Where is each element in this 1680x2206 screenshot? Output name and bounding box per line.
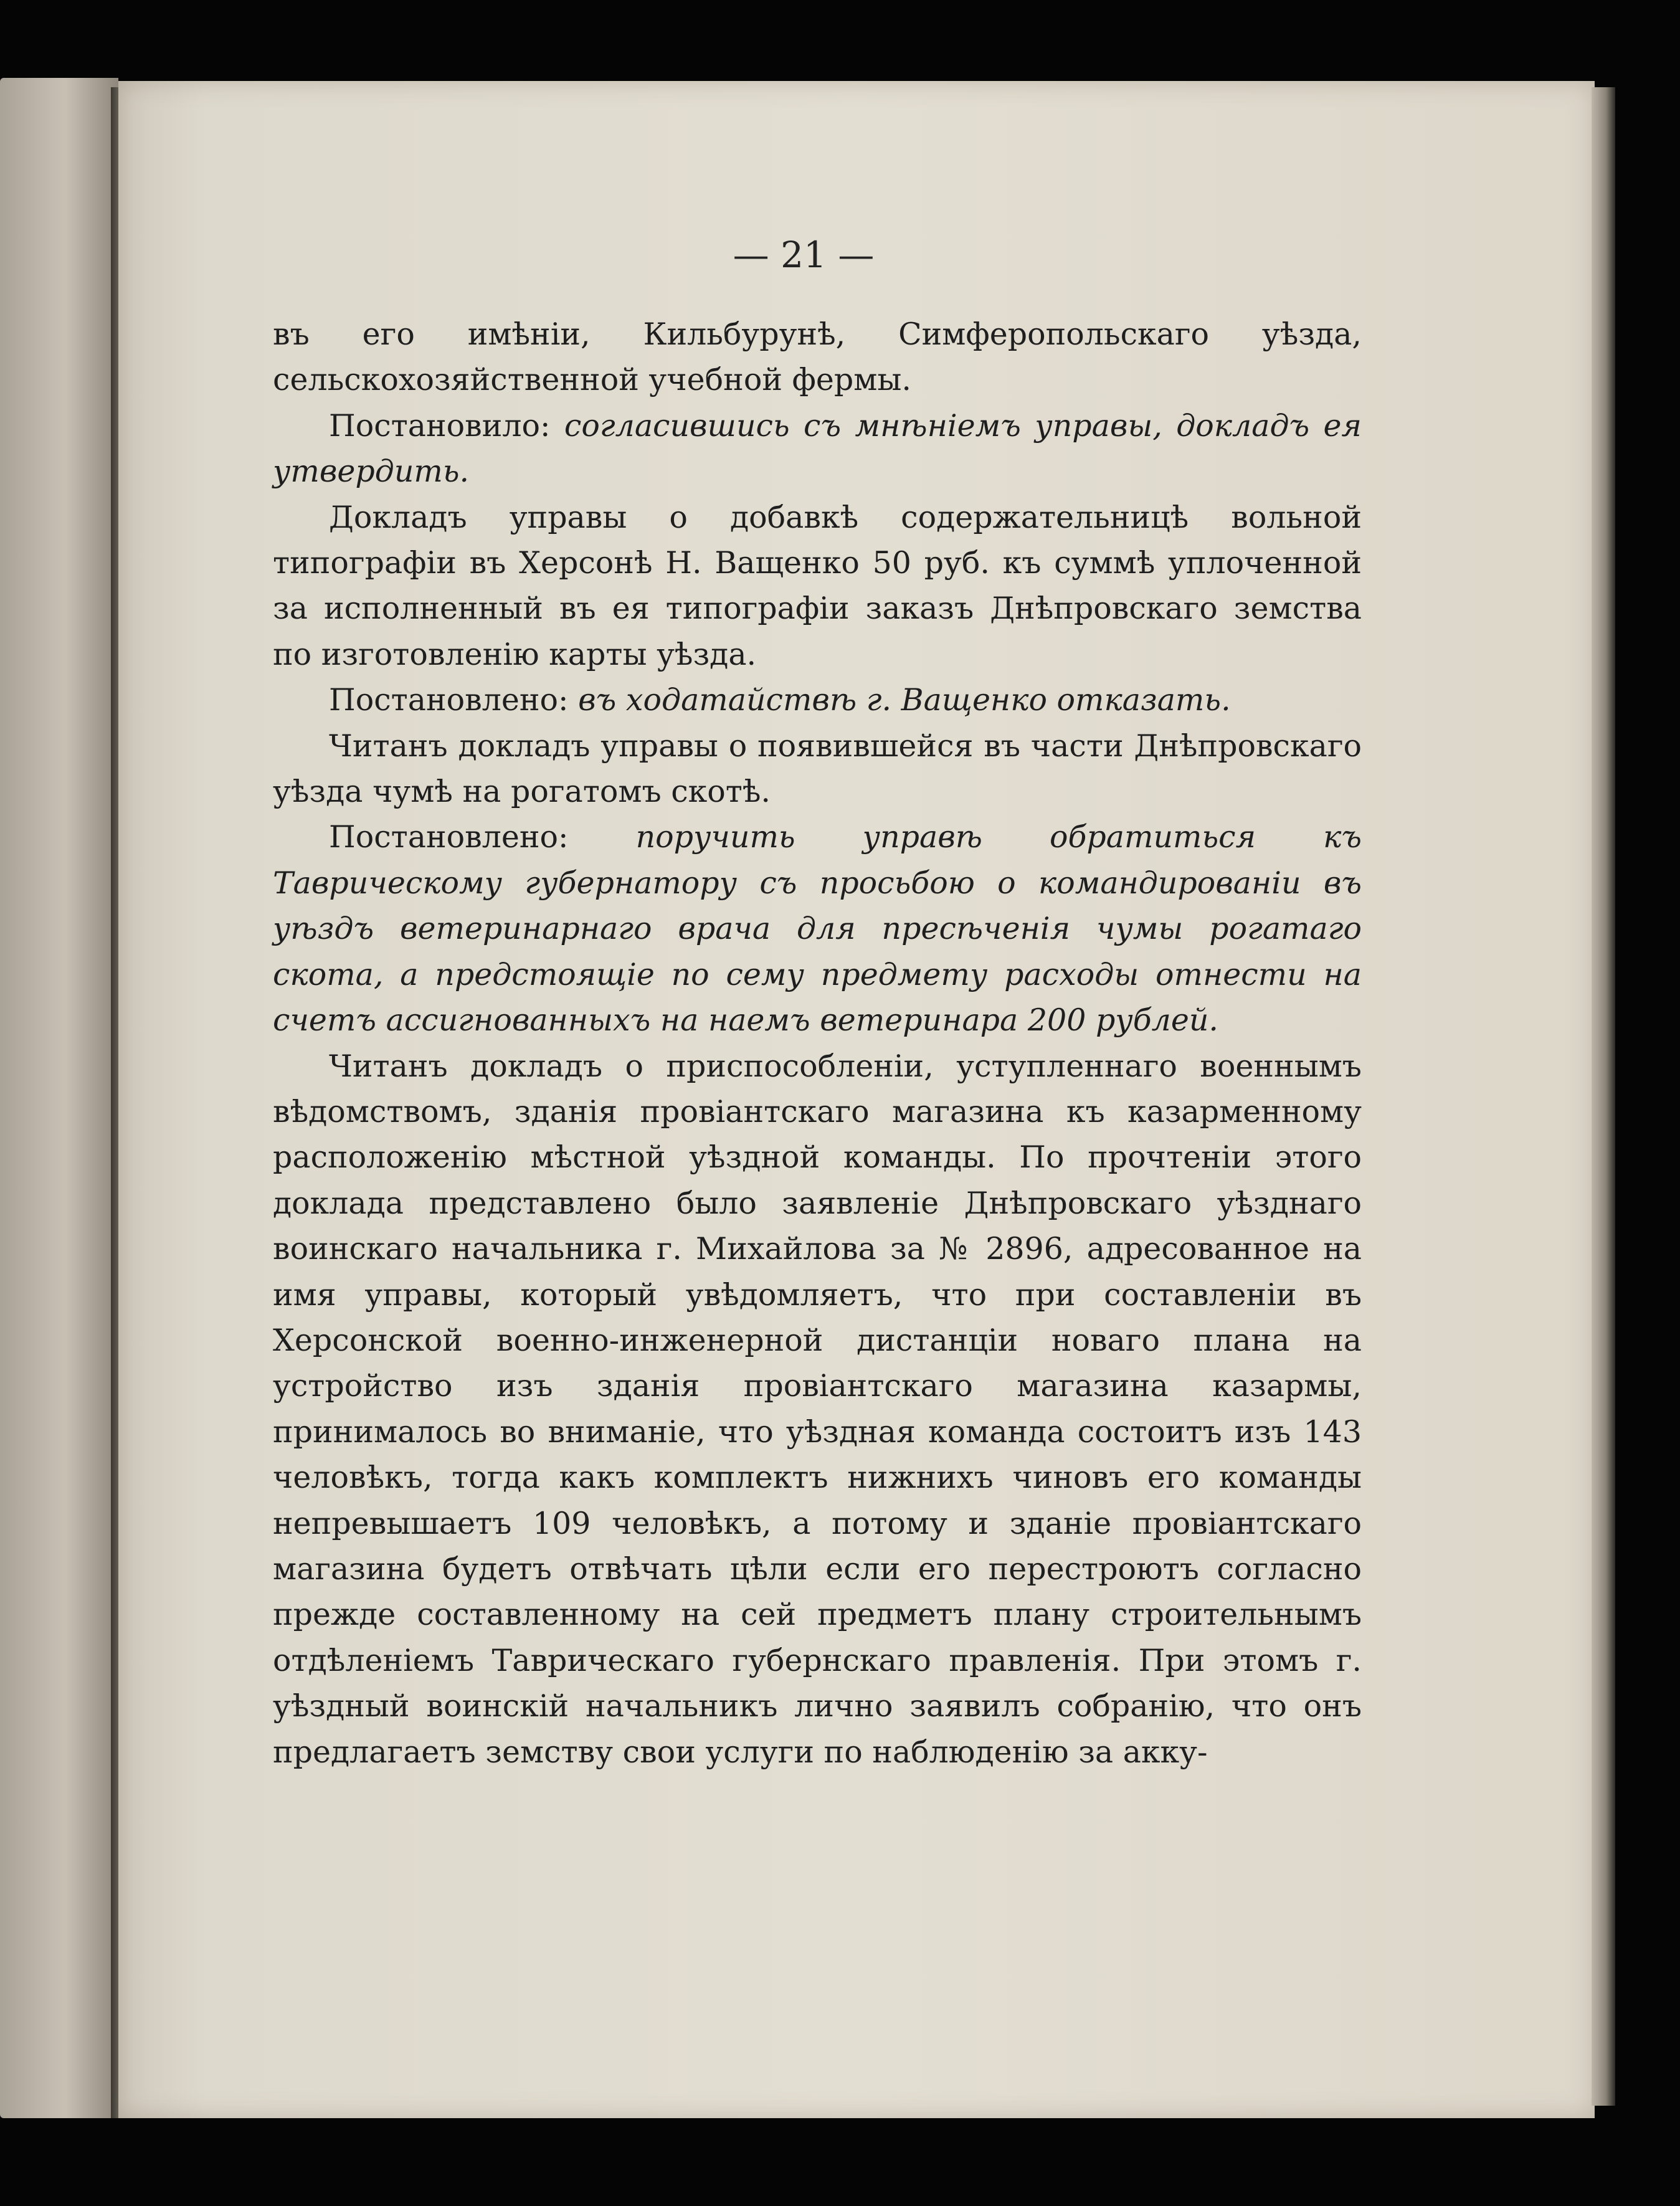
paragraph-body: Читанъ докладъ о приспособленіи, уступленнаго военнымъ вѣдомствомъ, зданія провіантскаго магазина къ казарменному расположенію мѣстной уѣздной команды. По прочтеніи этого доклада представлено было заявленіе Днѣпровскаго уѣзднаго воинскаго начальника г. Михайлова за № 2896, адресованное на имя управы, который увѣдомляетъ, что при составленіи въ Херсонской военно-инженерной дистанціи новаго плана на устройство изъ зданія провіантскаго магазина казармы, принималось во вниманіе, что уѣздная команда состоитъ изъ 143 человѣкъ, тогда какъ комплектъ нижнихъ чиновъ его команды непревышаетъ 109 человѣкъ, а потому и зданіе провіантскаго магазина будетъ отвѣчать цѣли если его перестроютъ согласно прежде составленному на сей предметъ плану строительнымъ отдѣленіемъ Таврическаго губернскаго правленія. При этомъ г. уѣздный воинскій начальникъ лично заявилъ собранію, что онъ предлагаетъ земству свои услуги по наблюденію за акку- xyxy=(273,1048,1362,1770)
paragraph-body: поручить управѣ обратиться къ Таврическому губернатору съ просьбою о командированіи въ уѣздъ ветеринарнаго врача для пресѣченія чумы рогатаго скота, а предстоящіе по сему предмету расходы отнести на счетъ ассигнованныхъ на наемъ ветеринара 200 рублей. xyxy=(273,819,1362,1039)
paragraph-lead: Постановило: xyxy=(329,407,564,444)
paragraph-3 xyxy=(273,495,1362,678)
left-page-edge xyxy=(0,78,118,2118)
paragraph-body: согласившись съ мнѣніемъ управы, докладъ ея утвердить. xyxy=(273,407,1362,490)
page-text xyxy=(273,311,1362,1775)
paragraph-lead: Постановлено: xyxy=(329,682,579,718)
paragraph-body: Докладъ управы о добавкѣ содержательницѣ вольной типографіи въ Херсонѣ Н. Ващенко 50 руб. къ суммѣ уплоченной за исполненный въ ея типографіи заказъ Днѣпровскаго земства по изготовленію карты уѣзда. xyxy=(273,499,1362,672)
paragraph-7 xyxy=(273,1044,1362,1776)
paragraph-1 xyxy=(273,311,1362,403)
right-page-edge xyxy=(1592,87,1615,2106)
paragraph-4 xyxy=(273,677,1362,723)
page-number: — 21 — xyxy=(733,234,875,276)
paragraph-2 xyxy=(273,403,1362,495)
paragraph-body: въ ходатайствѣ г. Ващенко отказать. xyxy=(578,682,1231,718)
paragraph-6 xyxy=(273,814,1362,1043)
paragraph-lead: Постановлено: xyxy=(329,819,636,855)
paragraph-body: Читанъ докладъ управы о появившейся въ части Днѣпровскаго уѣзда чумѣ на рогатомъ скотѣ. xyxy=(273,728,1362,810)
paragraph-5 xyxy=(273,723,1362,815)
paragraph-body: въ его имѣніи, Кильбурунѣ, Симферопольскаго уѣзда, сельскохозяйственной учебной фермы. xyxy=(273,316,1362,398)
